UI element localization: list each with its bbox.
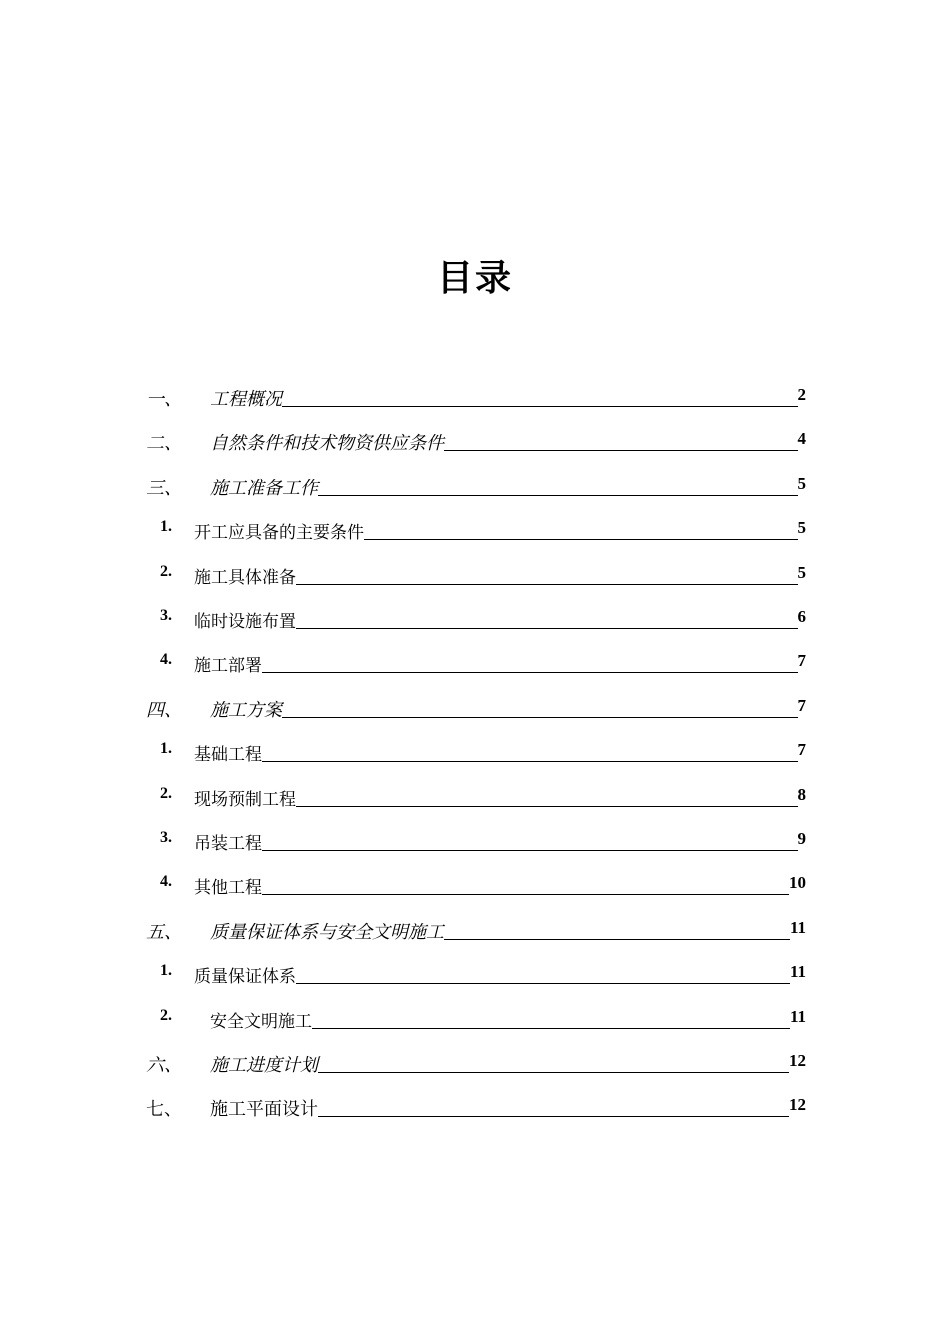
toc-entry-title: 开工应具备的主要条件 bbox=[194, 523, 364, 543]
toc-entry-number: 3. bbox=[160, 607, 172, 624]
toc-entry[interactable] bbox=[146, 869, 806, 899]
toc-entry[interactable] bbox=[146, 781, 806, 811]
toc-entry-number: 1. bbox=[160, 518, 172, 535]
toc-entry[interactable] bbox=[146, 559, 806, 589]
toc-entry-page: 12 bbox=[789, 1095, 806, 1114]
toc-entry-page: 5 bbox=[797, 563, 806, 582]
toc-entry-page: 11 bbox=[789, 962, 806, 981]
toc-entry-title: 质量保证体系与安全文明施工 bbox=[210, 922, 444, 943]
toc-entry[interactable] bbox=[146, 603, 806, 633]
toc-leader-line bbox=[262, 761, 798, 762]
toc-entry-number: 4. bbox=[160, 651, 172, 668]
toc-entry-page: 11 bbox=[789, 918, 806, 937]
toc-leader-line bbox=[296, 983, 790, 984]
toc-entry[interactable] bbox=[146, 647, 806, 677]
toc-entry-page: 4 bbox=[797, 429, 806, 448]
toc-leader-line bbox=[318, 1116, 789, 1117]
toc-entry[interactable] bbox=[146, 1047, 806, 1077]
toc-entry-number: 2. bbox=[160, 563, 172, 580]
toc-entry-title: 基础工程 bbox=[194, 745, 262, 765]
toc-leader-line bbox=[262, 850, 798, 851]
toc-entry-number: 2. bbox=[160, 785, 172, 802]
toc-entry[interactable] bbox=[146, 470, 806, 500]
toc-entry-number: 4. bbox=[160, 873, 172, 890]
toc-entry-page: 12 bbox=[789, 1051, 806, 1070]
toc-leader-line bbox=[262, 672, 798, 673]
toc-entry-page: 8 bbox=[797, 785, 806, 804]
toc-entry-title: 施工具体准备 bbox=[194, 568, 296, 588]
toc-leader-line bbox=[296, 628, 798, 629]
toc-leader-line bbox=[282, 406, 798, 407]
toc-entry-title: 工程概况 bbox=[210, 389, 282, 410]
toc-entry[interactable] bbox=[146, 1091, 806, 1121]
toc-leader-line bbox=[296, 806, 798, 807]
toc-entry-number: 2. bbox=[160, 1007, 172, 1024]
toc-leader-line bbox=[282, 717, 798, 718]
toc-entry-title: 施工部署 bbox=[194, 656, 262, 676]
toc-entry-title: 其他工程 bbox=[194, 878, 262, 898]
toc-entry-number: 1. bbox=[160, 740, 172, 757]
toc-leader-line bbox=[318, 495, 798, 496]
toc-leader-line bbox=[444, 450, 798, 451]
toc-entry[interactable] bbox=[146, 381, 806, 411]
toc-leader-line bbox=[296, 584, 798, 585]
toc-entry-page: 10 bbox=[789, 873, 806, 892]
toc-entry-number: 一、 bbox=[146, 389, 182, 410]
toc-entry-number: 三、 bbox=[146, 478, 182, 499]
toc-leader-line bbox=[444, 939, 790, 940]
toc-entry-page: 7 bbox=[797, 740, 806, 759]
toc-entry-number: 六、 bbox=[146, 1055, 182, 1076]
toc-entry-title: 现场预制工程 bbox=[194, 790, 296, 810]
toc-entry-title: 临时设施布置 bbox=[194, 612, 296, 632]
toc-entry-page: 6 bbox=[797, 607, 806, 626]
toc-entry-page: 11 bbox=[789, 1007, 806, 1026]
toc-leader-line bbox=[364, 539, 798, 540]
toc-entry-title: 质量保证体系 bbox=[194, 967, 296, 987]
toc-entry[interactable] bbox=[146, 692, 806, 722]
toc-entry-page: 2 bbox=[797, 385, 806, 404]
toc-entry[interactable] bbox=[146, 514, 806, 544]
toc-entry-page: 9 bbox=[797, 829, 806, 848]
toc-entry-title: 安全文明施工 bbox=[210, 1012, 312, 1032]
toc-entry-number: 3. bbox=[160, 829, 172, 846]
toc-entry-number: 四、 bbox=[146, 700, 182, 721]
toc-entry-page: 7 bbox=[797, 651, 806, 670]
toc-entry-number: 七、 bbox=[146, 1099, 182, 1120]
toc-leader-line bbox=[318, 1072, 789, 1073]
toc-entry-title: 施工平面设计 bbox=[210, 1099, 318, 1120]
toc-leader-line bbox=[312, 1028, 790, 1029]
page-title: 目录 bbox=[436, 258, 513, 299]
toc-entry-title: 施工进度计划 bbox=[210, 1055, 318, 1076]
toc-entry-page: 5 bbox=[797, 518, 806, 537]
toc-leader-line bbox=[262, 894, 789, 895]
toc-entry[interactable] bbox=[146, 736, 806, 766]
toc-entry-number: 五、 bbox=[146, 922, 182, 943]
toc-entry[interactable] bbox=[146, 914, 806, 944]
toc-entry-page: 7 bbox=[797, 696, 806, 715]
toc-entry[interactable] bbox=[146, 825, 806, 855]
toc-entry-page: 5 bbox=[797, 474, 806, 493]
toc-entry[interactable] bbox=[146, 958, 806, 988]
toc-entry[interactable] bbox=[146, 1003, 806, 1033]
toc-entry-number: 1. bbox=[160, 962, 172, 979]
toc-entry-number: 二、 bbox=[146, 433, 182, 454]
toc-entry-title: 自然条件和技术物资供应条件 bbox=[210, 433, 444, 454]
toc-entry[interactable] bbox=[146, 425, 806, 455]
toc-entry-title: 施工准备工作 bbox=[210, 478, 318, 499]
toc-entry-title: 施工方案 bbox=[210, 700, 282, 721]
toc-entry-title: 吊装工程 bbox=[194, 834, 262, 854]
